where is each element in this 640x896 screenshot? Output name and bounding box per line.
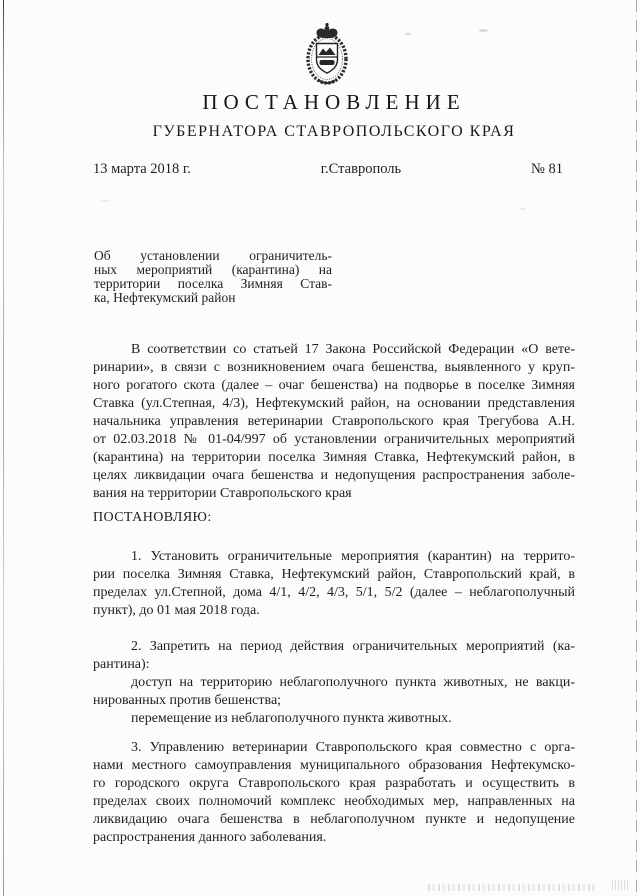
text-line: начальника управления ветеринарии Ставропольского края Трегубова А.Н. bbox=[93, 414, 575, 429]
item-2-paragraph bbox=[93, 638, 575, 674]
text-line: территории поселка Зимняя Став- bbox=[94, 275, 332, 291]
scan-speck bbox=[405, 33, 411, 35]
document-number: № 81 bbox=[531, 161, 563, 177]
document-date: 13 марта 2018 г. bbox=[93, 161, 191, 177]
text-line: нированных против бешенства; bbox=[93, 693, 282, 708]
text-line: пределах ул.Степной, дома 4/1, 4/2, 4/3, 5/1, 5/2 (далее – неблагополучный bbox=[93, 585, 575, 600]
text-line: го городского округа Ставропольского края разработать и осуществить в bbox=[93, 776, 575, 791]
scan-artifact-smudge bbox=[612, 880, 630, 890]
text-line: пределах своих полномочий комплекс необходимых мер, направленных на bbox=[93, 794, 575, 809]
text-line: рии поселка Зимняя Ставка, Нефтекумский район, Ставропольский край, в bbox=[93, 567, 575, 582]
text-line: 1. Установить ограничительные мероприятия (карантин) на террито- bbox=[131, 549, 575, 564]
scan-artifact-barcode bbox=[428, 884, 596, 891]
stavropol-coat-of-arms-icon bbox=[304, 22, 350, 86]
preamble-paragraph bbox=[93, 341, 575, 503]
scan-speck bbox=[519, 208, 526, 210]
scan-edge-left-artifact bbox=[3, 0, 4, 896]
text-line: нами местного самоуправления муниципального образования Нефтекумско- bbox=[93, 758, 575, 773]
item-1-paragraph bbox=[93, 548, 575, 620]
text-line: доступ на территорию неблагополучного пункта животных, не вакци- bbox=[131, 675, 575, 690]
text-line: распространения данного заболевания. bbox=[93, 830, 327, 845]
text-line: от 02.03.2018 № 01-04/997 об установлении ограничительных мероприятий bbox=[93, 432, 575, 447]
text-line: ного рогатого скота (далее – очаг бешенства) на подворье в поселке Зимняя bbox=[93, 378, 575, 393]
document-authority: ГУБЕРНАТОРА СТАВРОПОЛЬСКОГО КРАЯ bbox=[152, 123, 516, 140]
text-line: рантина): bbox=[93, 657, 150, 672]
text-line: ных мероприятий (карантина) на bbox=[94, 261, 332, 277]
text-line: ринарии», в связи с возникновением очага бешенства, выявленного у круп- bbox=[93, 360, 575, 375]
text-line: В соответствии со статьей 17 Закона Российской Федерации «О вете- bbox=[131, 342, 575, 357]
subject-block bbox=[94, 249, 332, 305]
text-line: Об установлении ограничитель- bbox=[94, 248, 332, 263]
text-line: 3. Управлению ветеринарии Ставропольского края совместно с орга- bbox=[131, 740, 575, 755]
item-3-paragraph bbox=[93, 739, 575, 847]
text-line: перемещение из неблагополучного пункта животных. bbox=[131, 711, 452, 726]
text-line: ка, Нефтекумский район bbox=[94, 289, 236, 305]
document-type-title: ПОСТАНОВЛЕНИЕ bbox=[202, 90, 466, 114]
text-line: Ставка (ул.Степная, 4/3), Нефтекумский район, на основании представления bbox=[93, 396, 575, 411]
item-2-subitem-2 bbox=[93, 710, 575, 728]
item-2-subitem-1 bbox=[93, 674, 575, 710]
dateline bbox=[93, 161, 563, 178]
text-line: (карантина) на территории поселка Зимняя Ставка, Нефтекумский район, в bbox=[93, 450, 575, 465]
text-line: пункт), до 01 мая 2018 года. bbox=[93, 603, 260, 618]
scan-speck bbox=[100, 200, 110, 202]
scan-speck bbox=[479, 29, 488, 32]
resolve-word: ПОСТАНОВЛЯЮ: bbox=[93, 510, 212, 525]
text-line: 2. Запретить на период действия ограничительных мероприятий (ка- bbox=[131, 639, 575, 654]
text-line: вания на территории Ставропольского края bbox=[93, 486, 352, 501]
text-line: ликвидацию очага бешенства в неблагополучном пункте и недопущение bbox=[93, 812, 575, 827]
document-place: г.Ставрополь bbox=[320, 161, 402, 177]
document-body bbox=[93, 341, 575, 847]
text-line: целях ликвидации очага бешенства и недопущения распространения заболе- bbox=[93, 468, 575, 483]
